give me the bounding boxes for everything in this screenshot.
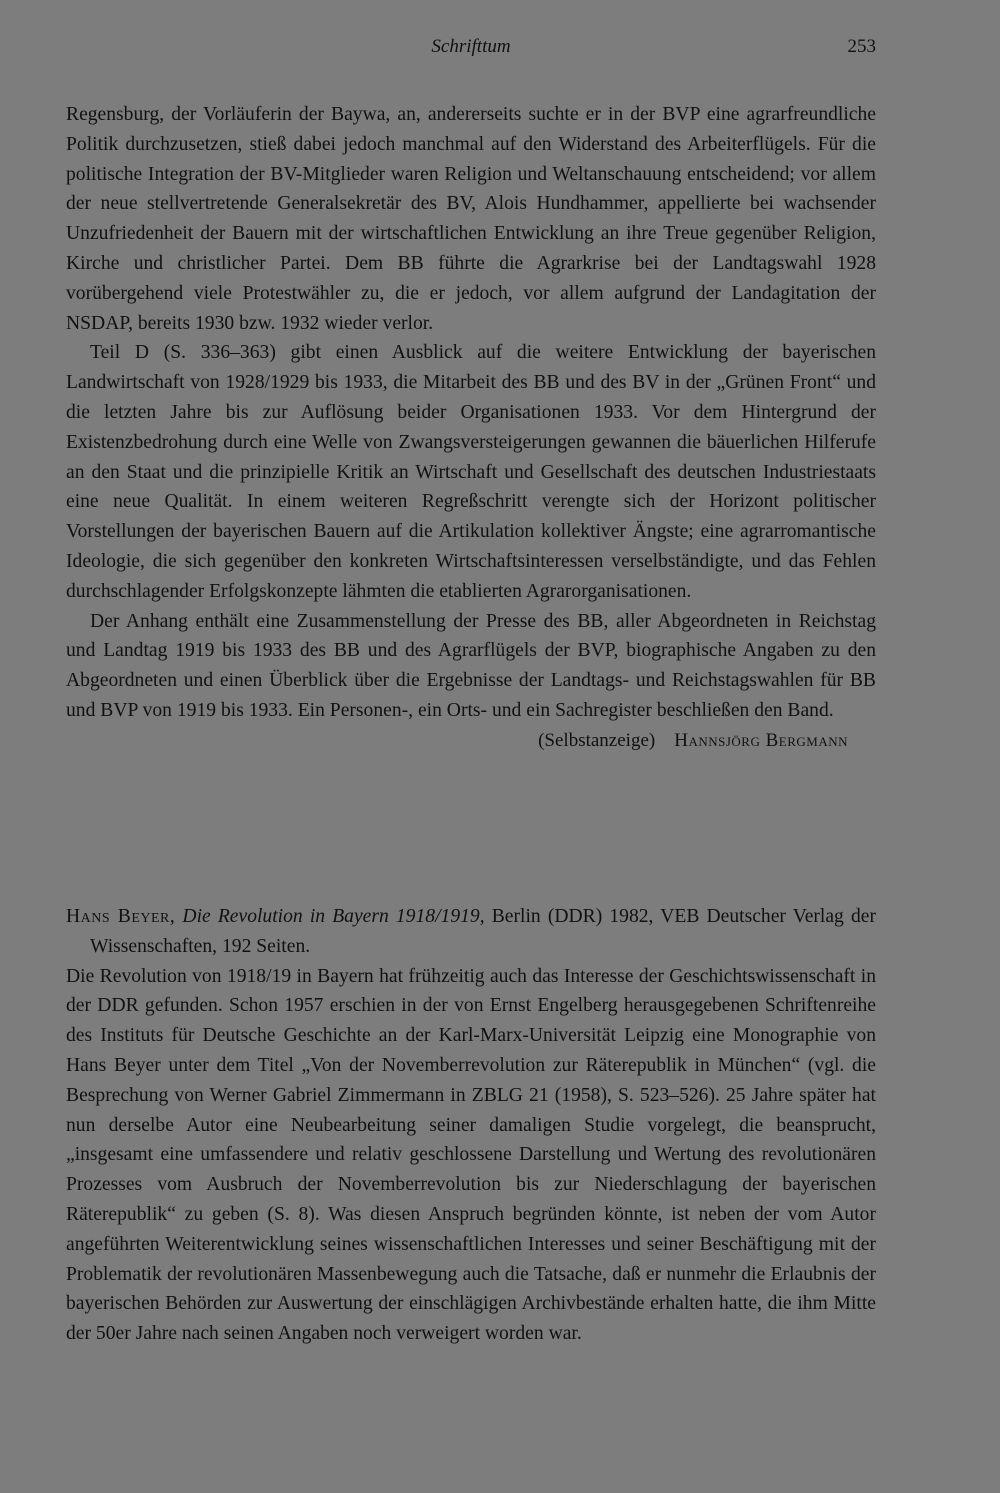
review-beyer xyxy=(66,902,876,1349)
bib-title: Die Revolution in Bayern 1918/1919, xyxy=(182,906,485,927)
bib-author: Hans Beyer, xyxy=(66,906,176,927)
paragraph-2: Teil D (S. 336–363) gibt einen Ausblick auf die weitere Entwicklung der bayerischen Landwirtschaft von 1928/1929 bis 1933, die Mitarbeit des BB und des BV in der „Grünen Front“ und die letzten Jahre bis zur Auflösung beider Organisationen 1933. Vor dem Hintergrund der Existenzbedrohung durch eine Welle von Zwangsversteigerungen gewannen die bäuerlichen Hilferufe an den Staat und die prinzipielle Kritik an Wirtschaft und Gesellschaft des deutschen Industriestaats eine neue Qualität. In einem weiteren Regreßschritt verengte sich der Horizont politischer Vorstellungen der bayerischen Bauern auf die Artikulation kollektiver Ängste; eine agrarromantische Ideologie, die sich gegenüber den konkreten Wirtschaftsinteressen verselbständigte, und das Fehlen durchschlagender Erfolgskonzepte lähmten die etablierten Agrarorganisationen. xyxy=(66,342,876,602)
running-title: Schrifttum xyxy=(431,36,511,57)
paragraph-1: Die Revolution von 1918/19 in Bayern hat frühzeitig auch das Interesse der Geschichtswissenschaft in der DDR gefunden. Schon 1957 erschien in der von Ernst Engelberg herausgegebenen Schriftenreihe des Instituts für Deutsche Geschichte an der Karl-Marx-Universität Leipzig eine Monographie von Hans Beyer unter dem Titel „Von der Novemberrevolution zur Räterepublik in München“ (vgl. die Besprechung von Werner Gabriel Zimmermann in ZBLG 21 (1958), S. 523–526). 25 Jahre später hat nun derselbe Autor eine Neubearbeitung seiner damaligen Studie vorgelegt, die beansprucht, „insgesamt eine umfassendere und relativ geschlossene Darstellung und Wertung des revolutionären Prozesses vom Ausbruch der Novemberrevolution bis zur Niederschlagung der bayerischen Räterepublik“ zu geben (S. 8). Was diesen Anspruch begründen könnte, ist neben der vom Autor angeführten Weiterentwicklung seines wissenschaftlichen Interesses und seiner Beschäftigung mit der Problematik der revolutionären Massenbewegung auch die Tatsache, daß er nunmehr die Erlaubnis der bayerischen Behörden zur Auswertung der einschlägigen Archivbestände erhalten hatte, die ihm Mitte der 50er Jahre nach seinen Angaben noch verweigert worden war. xyxy=(66,965,876,1345)
page-number: 253 xyxy=(847,36,876,57)
running-head xyxy=(66,36,876,64)
signature-note: (Selbstanzeige) xyxy=(538,729,656,751)
signature-name: Hannsjörg Bergmann xyxy=(674,729,848,751)
paragraph-3: Der Anhang enthält eine Zusammenstellung der Presse des BB, aller Abgeordneten in Reichstag und Landtag 1919 bis 1933 des BB und des Agrarflügels der BVP, biographische Angaben zu den Abgeordneten und einen Überblick über die Ergebnisse der Landtags- und Reichstagswahlen für BB und BVP von 1919 bis 1933. Ein Personen-, ein Orts- und ein Sachregister beschließen den Band. xyxy=(66,610,876,721)
review-bergmann xyxy=(66,100,876,756)
bib-publication: Berlin (DDR) 1982, VEB Deutscher Verlag der Wissenschaften, 192 Seiten. xyxy=(90,906,876,957)
signature xyxy=(66,726,876,756)
bibliographic-entry xyxy=(66,902,876,962)
paragraph-1: Regensburg, der Vorläuferin der Baywa, an, andererseits suchte er in der BVP eine agrarfreundliche Politik durchzusetzen, stieß dabei jedoch manchmal auf den Widerstand des Arbeiterflügels. Für die politische Integration der BV-Mitglieder waren Religion und Weltanschauung entscheidend; vor allem der neue stellvertretende Generalsekretär des BV, Alois Hundhammer, appellierte bei wachsender Unzufriedenheit der Bauern mit der wirtschaftlichen Entwicklung an ihre Treue gegenüber Religion, Kirche und christlicher Partei. Dem BB führte die Agrarkrise bei der Landtagswahl 1928 vorübergehend viele Protestwähler zu, die er jedoch, vor allem aufgrund der Landagitation der NSDAP, bereits 1930 bzw. 1932 wieder verlor. xyxy=(66,104,876,334)
